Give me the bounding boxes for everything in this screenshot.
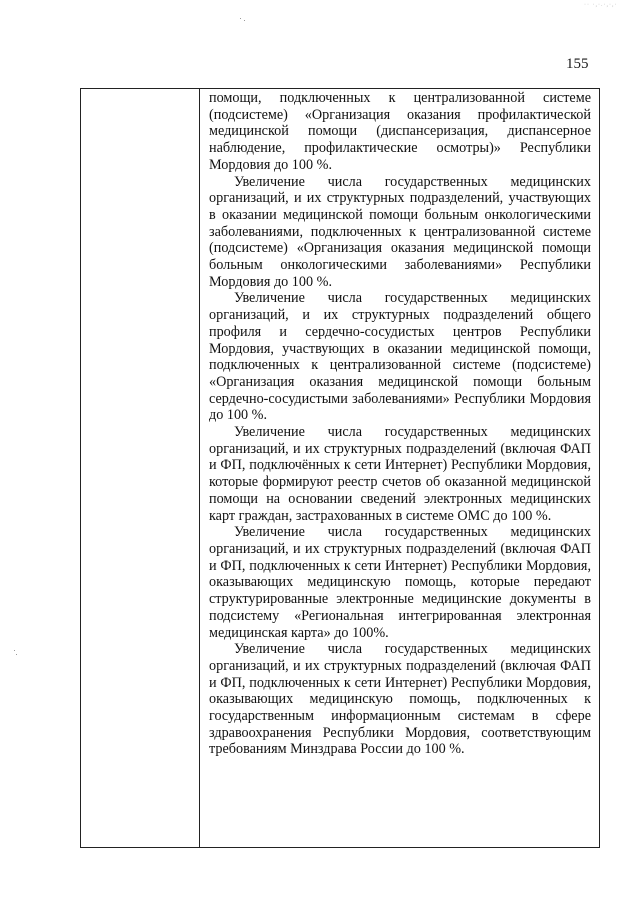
table-right-column xyxy=(209,90,591,758)
paragraph: Увеличение числа государственных медицинских организаций, и их структурных подразделений (включая ФАП и ФП, подключённых к сети Интернет) Республики Мордовия, которые формируют реестр счетов об оказанной медицинской помощи на основании сведений электронных медицинских карт граждан, застрахованных в системе ОМС до 100 %. xyxy=(209,424,591,524)
scan-dot xyxy=(16,654,17,655)
paragraph: Увеличение числа государственных медицинских организаций, и их структурных подразделений (включая ФАП и ФП, подключенных к сети Интернет) Республики Мордовия, оказывающих медицинскую помощь, которые передают структурированные электронные медицинские документы в подсистему «Региональная интегрированная электронная медицинская карта» до 100%. xyxy=(209,524,591,641)
paragraph: Увеличение числа государственных медицинских организаций, и их структурных подразделений, участвующих в оказании медицинской помощи больным онкологическими заболеваниями, подключенных к централизованной системе (подсистеме) «Организация оказания медицинской помощи больным онкологическими заболеваниями» Республики Мордовия до 100 %. xyxy=(209,173,591,290)
table-left-column xyxy=(81,89,199,847)
page-number: 155 xyxy=(566,56,589,72)
scan-dot xyxy=(240,18,241,19)
scan-dot xyxy=(14,650,15,651)
table-column-divider xyxy=(199,89,200,847)
paragraph: помощи, подключенных к централизованной системе (подсистеме) «Организация оказания профилактической медицинской помощи (диспансеризация, диспансерное наблюдение, профилактические осмотры)» Республики Мордовия до 100 %. xyxy=(209,90,591,173)
scan-dot xyxy=(244,20,245,21)
paragraph: Увеличение числа государственных медицинских организаций, и их структурных подразделений общего профиля и сердечно-сосудистых центров Республики Мордовия, участвующих в оказании медицинской помощи, подключенных к централизованной системе (подсистеме) «Организация оказания медицинской помощи больным сердечно-сосудистыми заболеваниями» Республики Мордовия до 100 %. xyxy=(209,290,591,424)
paragraph: Увеличение числа государственных медицинских организаций, и их структурных подразделений (включая ФАП и ФП, подключенных к сети Интернет) Республики Мордовия, оказывающих медицинскую помощь, подключенных к государственным информационным системам в сфере здравоохранения Республики Мордовия, соответствующим требованиям Минздрава России до 100 %. xyxy=(209,641,591,758)
document-table xyxy=(80,88,600,848)
corner-scan-mark: ·· ·,·.·,·,· xyxy=(584,2,618,8)
